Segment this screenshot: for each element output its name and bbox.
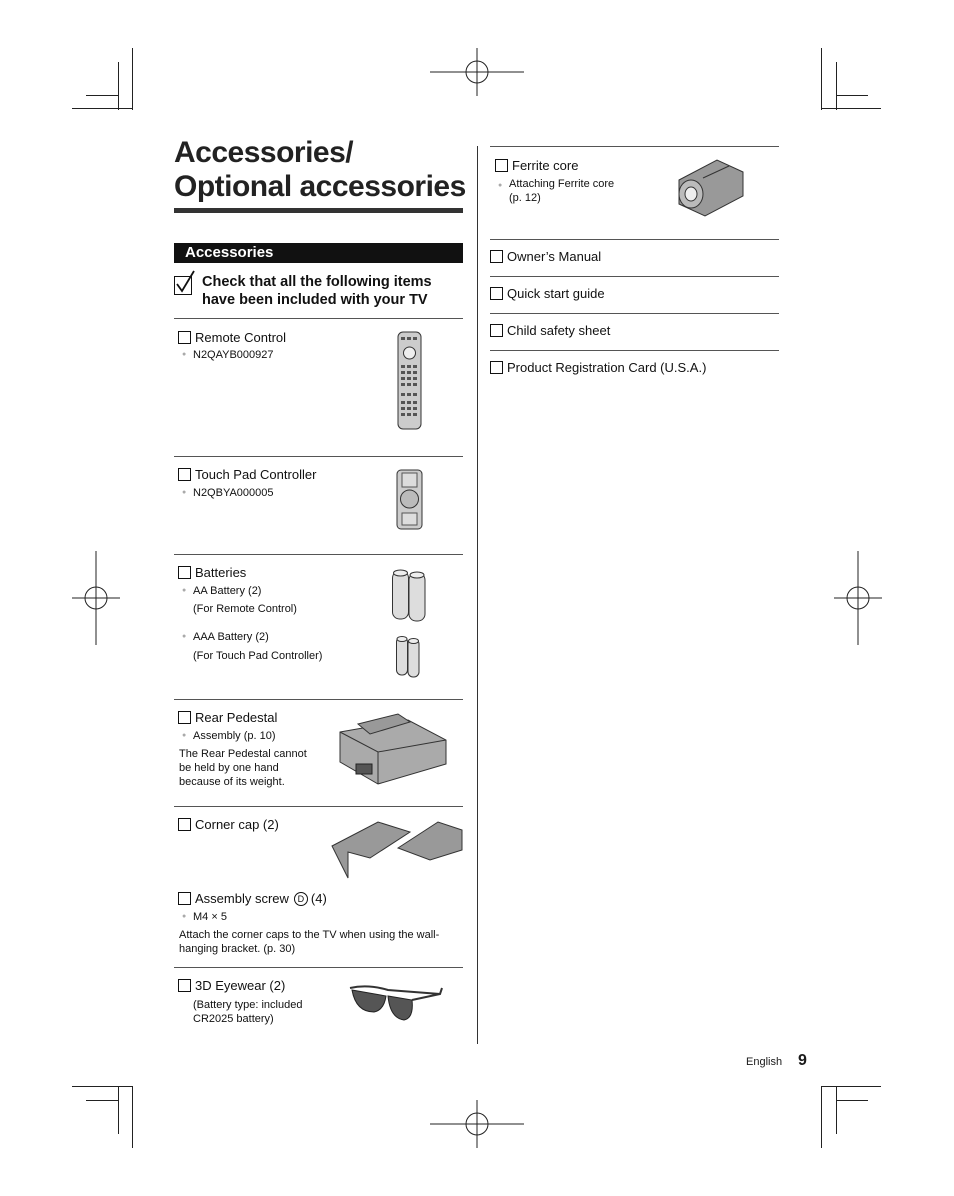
assembly-screw-label: Assembly screw (195, 891, 289, 906)
ferrite-core-label: Ferrite core (512, 158, 579, 173)
child-safety-sheet-item (490, 323, 610, 338)
page-title-line2: Optional accessories (174, 170, 466, 203)
divider (174, 318, 463, 319)
divider (174, 967, 463, 968)
aa-battery-icon (391, 568, 431, 624)
check-note-line1: Check that all the following items (202, 274, 432, 290)
column-divider (477, 146, 478, 1044)
batteries-item (178, 565, 246, 580)
rear-pedestal-note-line2: be held by one hand (179, 762, 279, 774)
page-title (174, 136, 466, 204)
touch-pad-controller-icon (396, 469, 424, 531)
checkbox-icon (490, 287, 503, 300)
eyewear-note-line1: (Battery type: included (193, 999, 303, 1011)
divider (174, 456, 463, 457)
divider (490, 276, 779, 277)
screw-note (179, 928, 439, 956)
touch-pad-part: ● N2QBYA000005 (193, 487, 274, 499)
screw-mark-d: D (294, 892, 308, 906)
screw-note-line2: hanging bracket. (p. 30) (179, 943, 296, 955)
rear-pedestal-icon (338, 712, 450, 786)
divider (174, 699, 463, 700)
quick-start-guide-label: Quick start guide (507, 286, 605, 301)
corner-cap-icon (330, 818, 464, 880)
divider (490, 313, 779, 314)
page-number: 9 (798, 1052, 807, 1069)
assembly-screw-item (178, 891, 327, 906)
ferrite-core-note-line1: ● Attaching Ferrite core (509, 177, 614, 191)
rear-pedestal-label: Rear Pedestal (195, 710, 278, 725)
remote-control-part: ● N2QAYB000927 (193, 349, 274, 361)
ferrite-core-note (509, 177, 614, 205)
page-title-line1: Accessories/ (174, 136, 354, 169)
eyewear-note-line2: CR2025 battery) (193, 1013, 274, 1025)
aa-battery-text: ● AA Battery (2) (193, 585, 261, 597)
child-safety-sheet-label: Child safety sheet (507, 323, 611, 338)
checkbox-icon (490, 250, 503, 263)
checkbox-icon (178, 892, 191, 905)
quick-start-guide-item (490, 286, 605, 301)
aaa-battery-note: (For Touch Pad Controller) (193, 650, 323, 662)
divider (490, 239, 779, 240)
checkbox-icon (178, 818, 191, 831)
divider (490, 350, 779, 351)
eyewear-item (178, 978, 285, 993)
ferrite-core-item (495, 158, 578, 173)
3d-eyewear-icon (348, 982, 444, 1024)
screw-size: ● M4 × 5 (193, 911, 227, 923)
owners-manual-item (490, 249, 601, 264)
registration-card-label: Product Registration Card (U.S.A.) (507, 360, 707, 375)
checkbox-icon (178, 711, 191, 724)
eyewear-note (193, 998, 302, 1026)
rear-pedestal-note-line3: because of its weight. (179, 776, 285, 788)
checkbox-icon (178, 979, 191, 992)
rear-pedestal-item (178, 710, 277, 725)
rear-pedestal-note (179, 747, 307, 789)
checkbox-icon (178, 566, 191, 579)
batteries-label: Batteries (195, 565, 247, 580)
divider (490, 146, 779, 147)
aaa-battery-icon (395, 634, 425, 680)
touch-pad-label: Touch Pad Controller (195, 467, 317, 482)
remote-control-item (178, 330, 286, 345)
title-rule (174, 208, 463, 213)
rear-pedestal-assembly: ● Assembly (p. 10) (193, 730, 276, 742)
screw-note-line1: Attach the corner caps to the TV when using the wall- (179, 929, 440, 941)
corner-cap-item (178, 817, 279, 832)
checkbox-check-icon (174, 270, 196, 296)
check-note-line2: have been included with your TV (202, 292, 428, 308)
footer-language: English (746, 1056, 783, 1068)
touch-pad-item (178, 467, 316, 482)
registration-card-item (490, 360, 706, 375)
section-header: Accessories (174, 243, 463, 263)
ferrite-core-icon (673, 156, 747, 218)
checkbox-icon (178, 331, 191, 344)
checkbox-icon (495, 159, 508, 172)
divider (174, 806, 463, 807)
checkbox-icon (490, 361, 503, 374)
check-note (202, 273, 432, 309)
eyewear-label: 3D Eyewear (2) (195, 978, 286, 993)
corner-cap-label: Corner cap (2) (195, 817, 279, 832)
aa-battery-note: (For Remote Control) (193, 603, 297, 615)
checkbox-icon (178, 468, 191, 481)
remote-control-label: Remote Control (195, 330, 287, 345)
ferrite-core-note-line2: (p. 12) (509, 192, 541, 204)
checkbox-icon (490, 324, 503, 337)
divider (174, 554, 463, 555)
owners-manual-label: Owner’s Manual (507, 249, 602, 264)
assembly-screw-count: (4) (310, 891, 327, 906)
rear-pedestal-note-line1: The Rear Pedestal cannot (179, 748, 307, 760)
aaa-battery-text: ● AAA Battery (2) (193, 631, 269, 643)
remote-control-icon (397, 331, 423, 431)
